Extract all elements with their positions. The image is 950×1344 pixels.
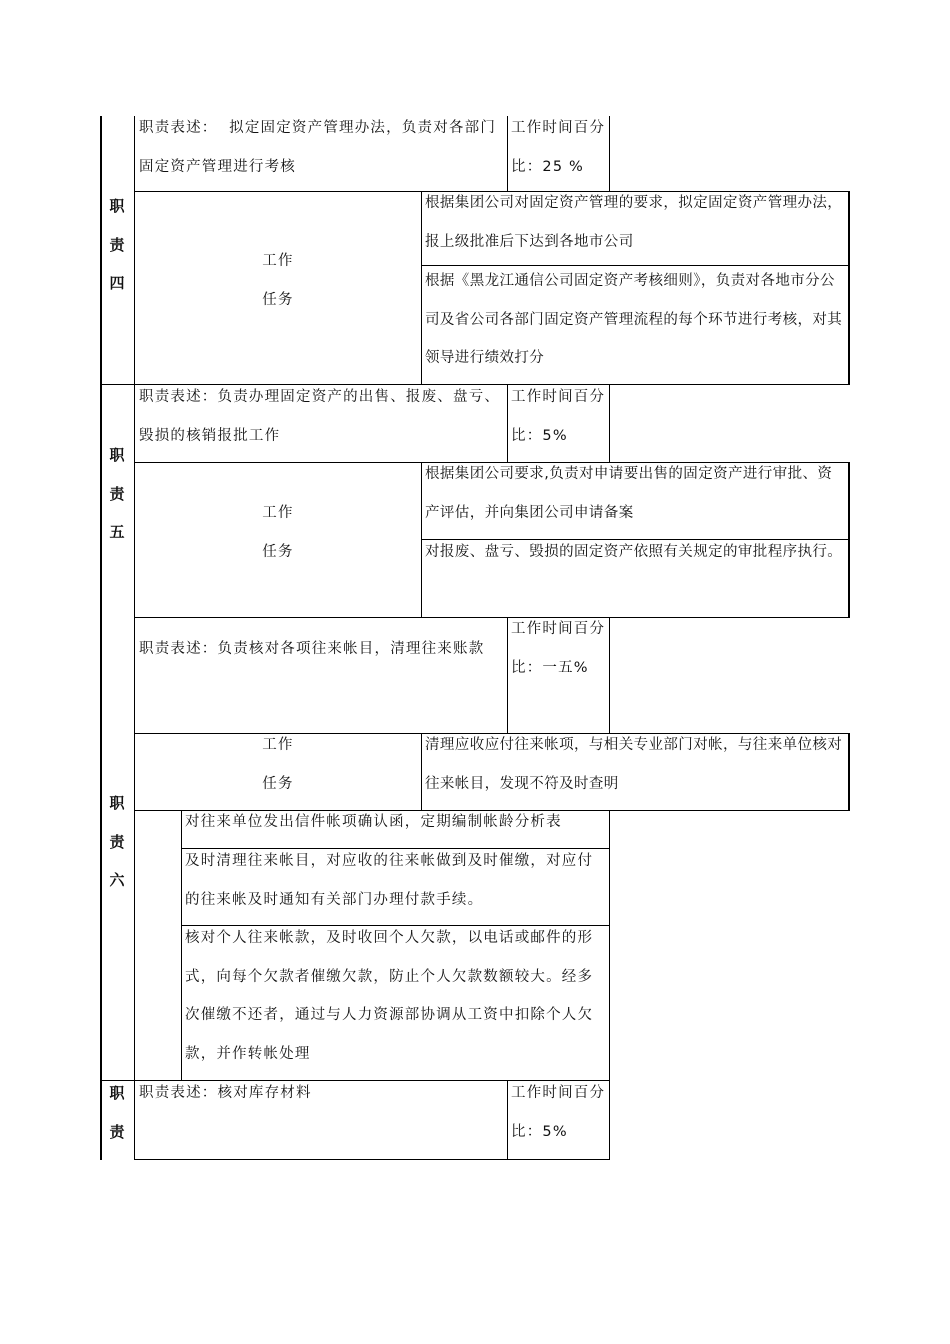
duty4-description: 职责表述： 拟定固定资产管理办法，负责对各部门固定资产管理进行考核: [139, 120, 497, 175]
duty5-description: 职责表述：负责办理固定资产的出售、报废、盘亏、毁损的核销报批工作: [139, 389, 501, 444]
duty4-label: 职 责 四: [109, 197, 125, 292]
duty4-time-percentage: 工作时间百分比：25 %: [511, 120, 606, 175]
duty6-task-1: 清理应收应付往来帐项，与相关专业部门对帐，与往来单位核对往来帐目，发现不符及时查明: [425, 737, 843, 792]
duty6-time-percentage: 工作时间百分比：一五%: [511, 621, 606, 676]
duty7-time-percentage: 工作时间百分比：5%: [511, 1085, 606, 1140]
duty6-task-4: 核对个人往来帐款，及时收回个人欠款，以电话或邮件的形式，向每个欠款者催缴欠款，防止个人欠款数额较大。经多次催缴不还者，通过与人力资源部协调从工资中扣除个人欠款，并作转帐处理: [185, 930, 594, 1062]
duty5-task-label: 工作 任务: [262, 505, 294, 560]
duty6-task-label: 工作 任务: [262, 737, 294, 792]
duty7-label: 职 责: [109, 1084, 125, 1141]
duty4-task-1: 根据集团公司对固定资产管理的要求，拟定固定资产管理办法，报上级批准后下达到各地市公司: [425, 195, 843, 250]
duty7-description: 职责表述：核对库存材料: [139, 1085, 312, 1101]
duty5-label: 职 责 五: [109, 446, 125, 541]
duty5-task-2: 对报废、盘亏、毁损的固定资产依照有关规定的审批程序执行。: [425, 544, 843, 560]
duty5-time-percentage: 工作时间百分比：5%: [511, 389, 606, 444]
duty6-task-3: 及时清理往来帐目，对应收的往来帐做到及时催缴，对应付的往来帐及时通知有关部门办理付款手续。: [185, 853, 594, 908]
duty4-task-label: 工作 任务: [262, 253, 294, 308]
duty6-description: 职责表述：负责核对各项往来帐目，清理往来账款: [139, 641, 485, 657]
duty6-label: 职 责 六: [109, 794, 125, 889]
duty6-task-2: 对往来单位发出信件帐项确认函，定期编制帐龄分析表: [185, 814, 562, 830]
label-column-border: [134, 116, 135, 1160]
duty4-task-2: 根据《黑龙江通信公司固定资产考核细则》，负责对各地市分公司及省公司各部门固定资产管理流程的每个环节进行考核，对其领导进行绩效打分: [425, 273, 843, 366]
duty5-task-1: 根据集团公司要求,负责对申请要出售的固定资产进行审批、资产评估，并向集团公司申请备案: [425, 466, 833, 521]
